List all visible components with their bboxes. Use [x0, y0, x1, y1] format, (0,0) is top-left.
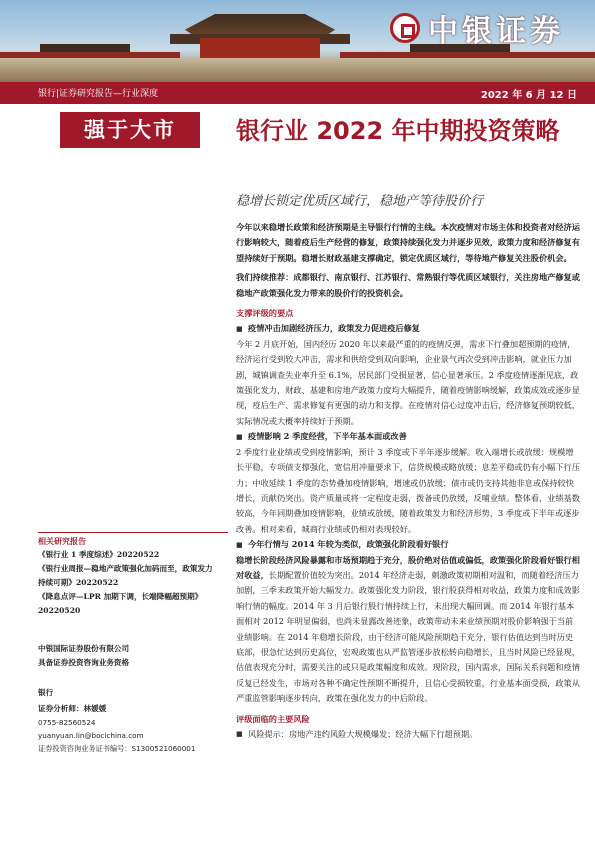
point-text-bold: 稳增长阶段经济风险暴露和市场预期趋于充分，股价绝对估值或偏低，政策强化阶段看好银行相对收益， [236, 554, 580, 580]
related-item[interactable]: 《银行业周报—稳地产政策强化加码而至，政策发力持续可期》20220522 [38, 564, 213, 587]
related-research-title: 相关研究报告 [38, 536, 86, 546]
institution-name: 中银国际证券股份有限公司 [38, 644, 130, 653]
report-body [236, 220, 581, 742]
header-banner-image [0, 0, 595, 82]
report-subtitle: 稳增长锁定优质区域行，稳地产等待股价行 [236, 194, 484, 209]
brand-name: 中银证券 [428, 14, 564, 49]
risk-heading: 评级面临的主要风险 [236, 713, 310, 724]
point-heading: ■ 疫情冲击加剧经济压力，政策发力促进疫后修复 [236, 321, 581, 336]
analyst-certificate: 证券投资咨询业务证书编号：S1300521060001 [38, 744, 196, 753]
analyst-sector: 银行 [38, 688, 54, 697]
key-points-heading: 支撑评级的要点 [236, 308, 294, 319]
analyst-phone: 0755-82560524 [38, 718, 96, 727]
point-heading: ■ 疫情影响 2 季度经营，下半年基本面或改善 [236, 429, 581, 444]
point-text: 长期配置价值较为突出。2014 年经济走弱，刺激政策初期相对温和，而随着经济压力加剧，三季末政策开始大幅发力。政策强化发力阶段，银行股获得相对收益，政策力度和成效影响行情的幅度。2014 年 3 月后银行股行情持续上行，未出现大幅回调。而 2014 年银行基本面相对 2012 年明显偏弱，也尚未显露改善迹象，政策带动未来业绩预期对股价影响强于当前业绩影响。在 2014 年稳增长阶段，由于经济可能风险预期趋于充分，银行估值达到当时历史底部，很急忙达到历史高位，宏观政策也从严监管逐步放松转向稳增长，且当时风险已经显现，估值表现充分时，需要关注的或只是政策幅度和成效。现阶段，国内需求，国际关系问题和疫情反复已经发生，市场对各种不确定性预期不断提升，且信心受损较重，行业基本面受损，政策从严重监管影响逐步转向，政策在强化发力的中后阶段。 [236, 569, 580, 704]
report-date: 2022 年 6 月 12 日 [480, 90, 577, 101]
boc-logo-icon [390, 13, 420, 43]
point-text: 今年 2 月底开始，国内经历 2020 年以来最严重的的疫情反弹，需求下行叠加超预期的疫情，经济运行受到较大冲击，需求和供给受到双向影响，企业景气再次受到冲击影响，就业压力加剧，城镇调查失业率升至 6.1%，居民部门受损显著，信心显著承压。2 季度疫情逐渐见底，政策强化发力，财政、基建和房地产政策力度均大幅提升，随着疫情影响缓解，政策成效或逐步显现，疫后生产、需求修复有更强的动力和支撑。在疫情对信心过度冲击后，经济修复预期较低，实际情况或大概率持续好于预期。 [236, 338, 580, 426]
intro-paragraph-2: 我们持续推荐：成都银行、南京银行、江苏银行、常熟银行等优质区域银行，关注房地产修复或稳地产政策强化发力带来的股价行的投资机会。 [236, 272, 580, 298]
analyst-email[interactable]: yuanyuan.lin@bocichina.com [38, 731, 144, 740]
report-category: 银行|证券研究报告—行业深度 [38, 89, 159, 99]
point-text: 2 季度行业业绩或受到疫情影响，预计 3 季度或下半年逐步缓解。收入端增长或放缓：规模增长平稳，专项债支撑强化，宽信用冲量要求下，信贷规模或略放缓；息差平稳或仍有小幅下行压力；中收延续 1 季度的态势叠加疫情影响，增速或仍放缓；债市或仍支持其他非息或保持较快增长，贡献仍突出。资产质量或将一定程度走弱，拨备或仍放缓，反哺业绩。整体看，业绩基数较高，今年同期叠加疫情影响，业绩或放缓，随着政策发力和经济形势，3 季度或下半年或逐步改善。相对来看，城商行业绩或仍相对表现较好。 [236, 446, 580, 534]
report-category-bar [0, 82, 595, 104]
brand-logo [390, 8, 590, 48]
related-item[interactable]: 《降息点评—LPR 加期下调，长端降幅超预期》20220520 [38, 592, 203, 615]
related-research [38, 534, 218, 618]
rating-badge: 强于大市 [60, 112, 200, 148]
analyst-info [38, 686, 218, 755]
analyst-name: 证券分析师：林媛媛 [38, 704, 107, 713]
institution-qualification: 具备证券投资咨询业务资格 [38, 658, 130, 667]
intro-paragraph-1: 今年以来稳增长政策和经济预期是主导银行行情的主线。本次疫情对市场主体和投资者对经济运行影响较大，随着疫后生产经营的修复，政策持续强化发力并逐步见效，政策力度和经济修复有望持续好于预期。稳增长财政基建支撑确定，锁定优质区域行，等待地产修复关注股价机会。 [236, 222, 580, 263]
point-heading: ■ 今年行情与 2014 年较为类似，政策强化阶段看好银行 [236, 537, 581, 552]
risk-text: ■ 风险提示：房地产违约风险大规模爆发；经济大幅下行超预期。 [236, 727, 581, 742]
divider [38, 532, 228, 533]
institution-info [38, 642, 218, 670]
report-title: 银行业 2022 年中期投资策略 [236, 117, 560, 145]
related-item[interactable]: 《银行业 1 季度综述》20220522 [38, 550, 160, 559]
